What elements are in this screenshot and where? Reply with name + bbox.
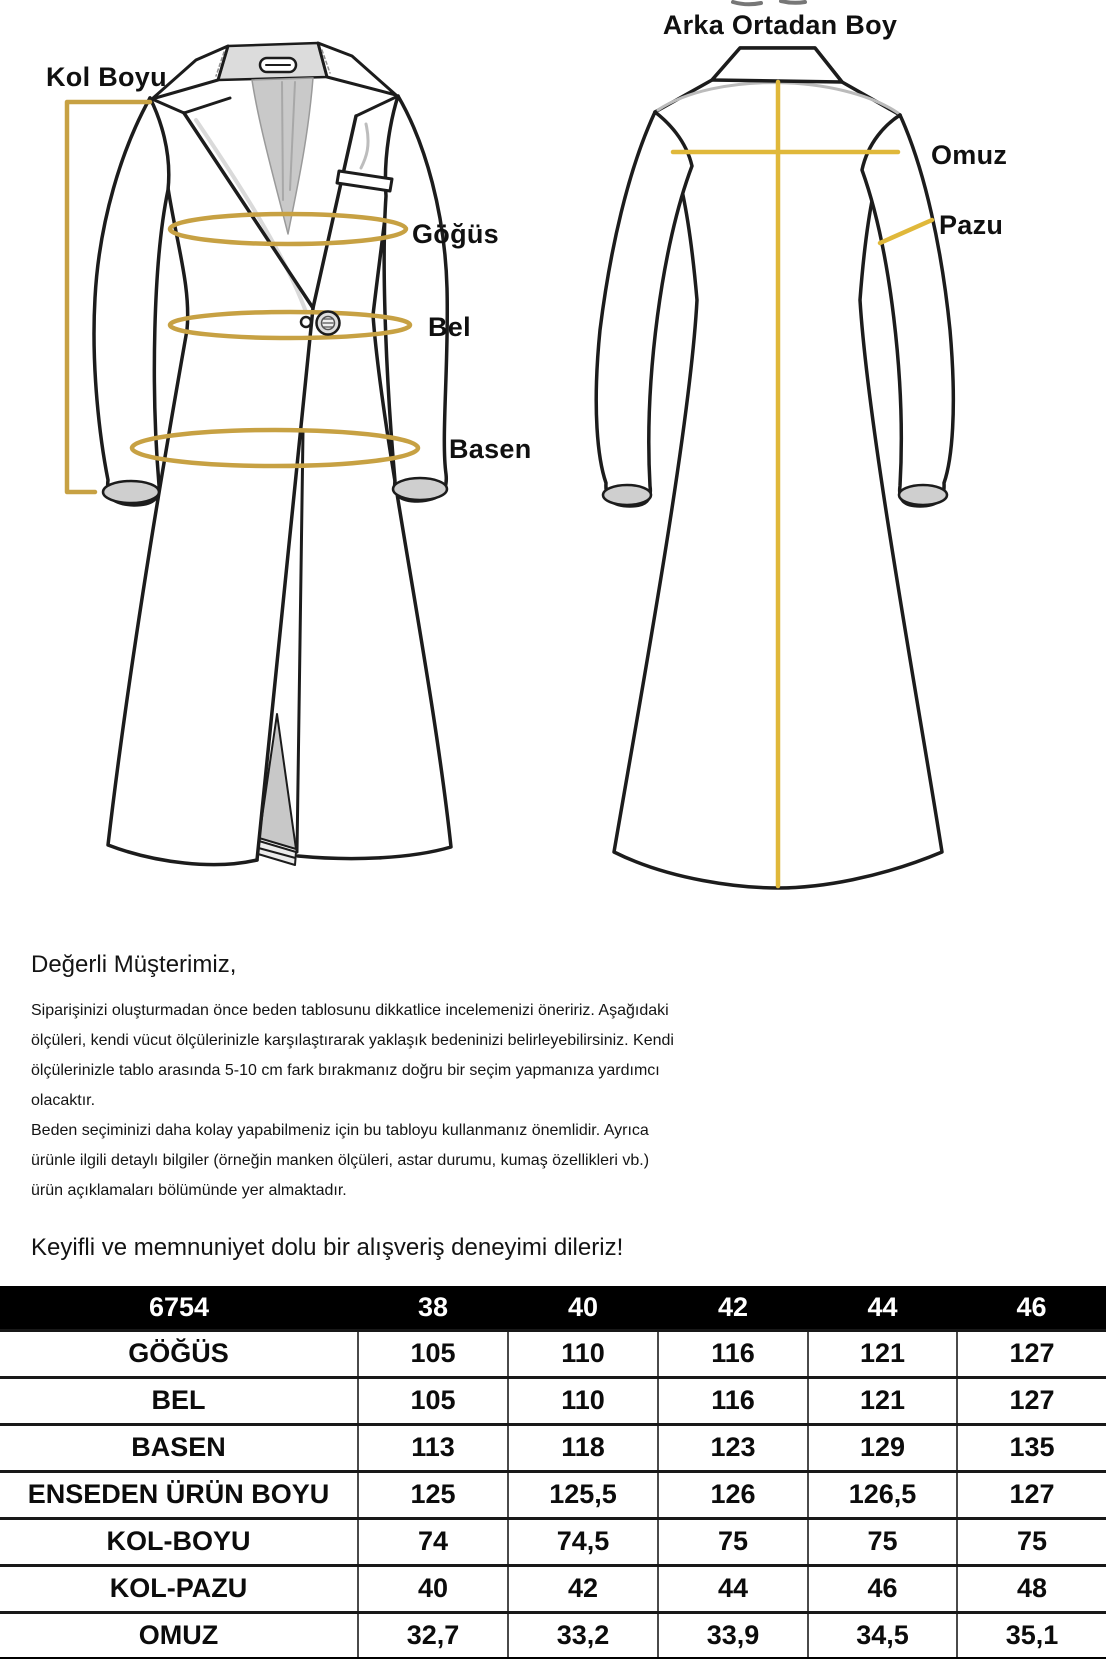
measurement-value: 118	[508, 1424, 658, 1471]
measurement-value: 42	[508, 1565, 658, 1612]
measurement-value: 74,5	[508, 1518, 658, 1565]
measurement-value: 135	[957, 1424, 1106, 1471]
size-table	[0, 1286, 1106, 1659]
measurement-value: 75	[957, 1518, 1106, 1565]
measurement-label: BASEN	[0, 1424, 358, 1471]
back-left-sleeve	[596, 112, 692, 506]
measurement-value: 116	[658, 1377, 808, 1424]
measurement-value: 127	[957, 1377, 1106, 1424]
label-bicep: Pazu	[939, 210, 1004, 240]
measurement-value: 48	[957, 1565, 1106, 1612]
intro-line: ölçülerinizle tablo arasında 5-10 cm fark bırakmanız doğru bir seçim yapmanıza yardımcı	[31, 1062, 660, 1079]
measurement-label: KOL-PAZU	[0, 1565, 358, 1612]
label-center-back-length: Arka Ortadan Boy	[662, 10, 898, 40]
measurement-value: 121	[808, 1377, 957, 1424]
measurement-value: 125	[358, 1471, 508, 1518]
measurement-value: 35,1	[957, 1612, 1106, 1659]
measurement-value: 123	[658, 1424, 808, 1471]
measurement-value: 75	[658, 1518, 808, 1565]
measurement-value: 110	[508, 1330, 658, 1377]
measurement-value: 113	[358, 1424, 508, 1471]
size-header: 40	[567, 1291, 599, 1322]
front-right-sleeve	[384, 96, 447, 501]
back-collar	[712, 48, 842, 82]
product-code: 6754	[148, 1291, 210, 1322]
back-coat-illustration	[596, 1, 953, 888]
size-table-body	[0, 1330, 1106, 1659]
measurement-value: 105	[358, 1330, 508, 1377]
label-sleeve-length: Kol Boyu	[46, 62, 167, 92]
measurement-value: 46	[808, 1565, 957, 1612]
label-shoulder: Omuz	[931, 140, 1008, 170]
front-coat-illustration	[67, 43, 451, 865]
measurement-value: 110	[508, 1377, 658, 1424]
intro-line: Beden seçiminizi daha kolay yapabilmeniz için bu tabloyu kullanmanız önemlidir. Ayrıca	[31, 1122, 649, 1139]
measurement-value: 116	[658, 1330, 808, 1377]
measurement-value: 33,9	[658, 1612, 808, 1659]
size-header: 38	[417, 1291, 449, 1322]
measurement-value: 40	[358, 1565, 508, 1612]
size-table-header-row	[0, 1286, 1106, 1330]
measurement-value: 75	[808, 1518, 957, 1565]
label-chest: Göğüs	[412, 219, 499, 249]
table-row	[0, 1518, 1106, 1565]
front-left-sleeve	[94, 98, 169, 505]
label-hip: Basen	[449, 434, 532, 464]
table-row	[0, 1471, 1106, 1518]
intro-paragraphs	[31, 996, 674, 1206]
measurement-value: 126	[658, 1471, 808, 1518]
measurement-value: 127	[957, 1471, 1106, 1518]
greeting-text: Değerli Müşterimiz,	[31, 951, 237, 978]
measurement-value: 34,5	[808, 1612, 957, 1659]
measurement-label: GÖĞÜS	[0, 1330, 358, 1377]
measurement-value: 74	[358, 1518, 508, 1565]
measurement-value: 33,2	[508, 1612, 658, 1659]
intro-line: olacaktır.	[31, 1092, 96, 1109]
intro-line: ürünle ilgili detaylı bilgiler (örneğin manken ölçüleri, astar durumu, kumaş özellikleri vb.)	[31, 1152, 650, 1169]
intro-line: ürün açıklamaları bölümünde yer almaktadır.	[31, 1182, 347, 1199]
measurement-value: 105	[358, 1377, 508, 1424]
size-header: 44	[867, 1291, 898, 1322]
measurement-value: 125,5	[508, 1471, 658, 1518]
measurement-label: KOL-BOYU	[0, 1518, 358, 1565]
measurement-value: 127	[957, 1330, 1106, 1377]
measurement-value: 129	[808, 1424, 957, 1471]
measurement-label: ENSEDEN ÜRÜN BOYU	[0, 1471, 358, 1518]
measurement-label: BEL	[0, 1377, 358, 1424]
table-row	[0, 1612, 1106, 1659]
measurement-value: 121	[808, 1330, 957, 1377]
label-waist: Bel	[428, 312, 471, 342]
size-header: 42	[717, 1291, 749, 1322]
measurement-value: 44	[658, 1565, 808, 1612]
measurement-label: OMUZ	[0, 1612, 358, 1659]
intro-line: Siparişinizi oluşturmadan önce beden tablosunu dikkatlice incelemenizi öneririz. Aşağıdaki	[31, 1002, 669, 1019]
measurement-value: 126,5	[808, 1471, 957, 1518]
table-row	[0, 1377, 1106, 1424]
intro-line: ölçüleri, kendi vücut ölçülerinizle karşılaştırarak yaklaşık bedeninizi belirleyebilirsiniz. Kendi	[31, 1032, 674, 1049]
size-header: 46	[1016, 1291, 1047, 1322]
table-row	[0, 1424, 1106, 1471]
table-row	[0, 1565, 1106, 1612]
measurement-value: 32,7	[358, 1612, 508, 1659]
closing-text: Keyifli ve memnuniyet dolu bir alışveriş deneyimi dileriz!	[31, 1234, 624, 1261]
table-row	[0, 1330, 1106, 1377]
